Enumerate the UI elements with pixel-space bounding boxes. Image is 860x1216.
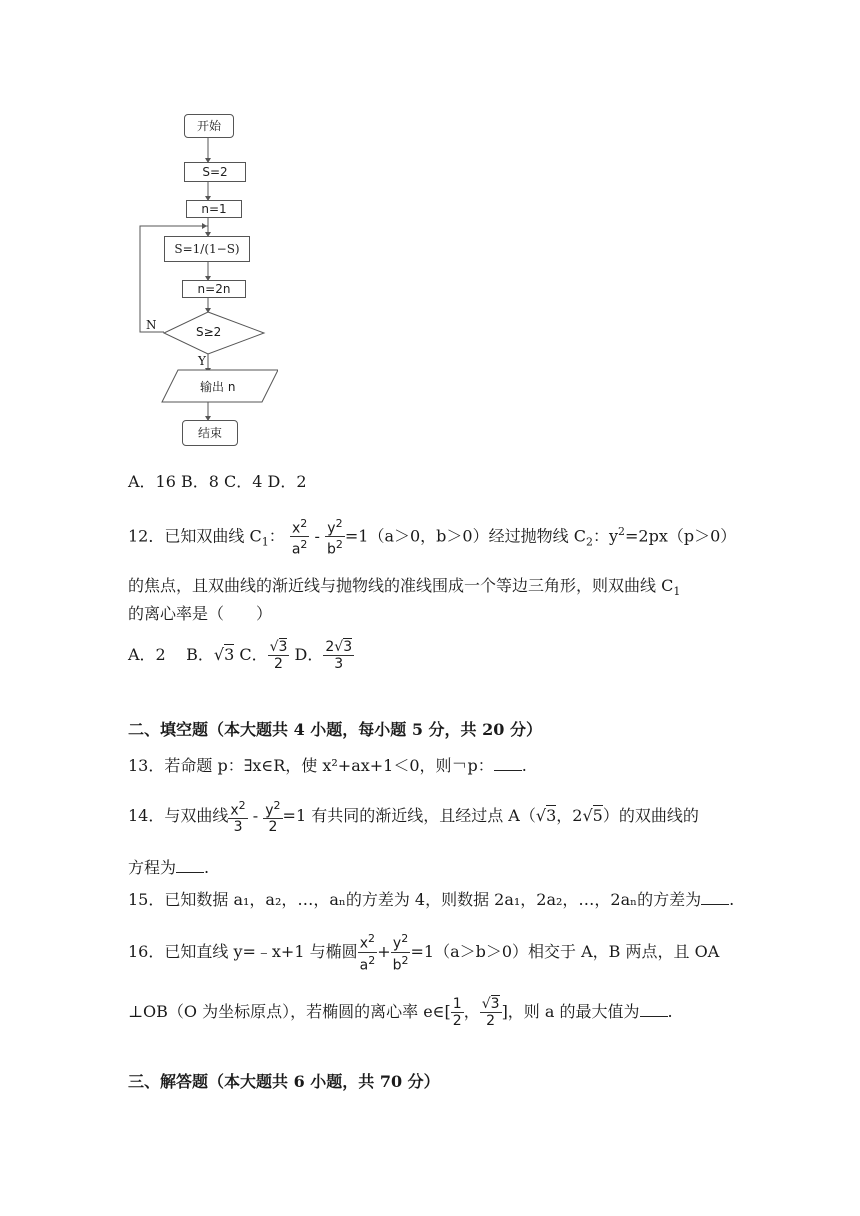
flowchart-n-update: n=2n [182, 280, 246, 298]
q12-fraction-x: $\frac{x^2}{a^2}$ [291, 516, 308, 558]
q12-f2-den: b [326, 541, 336, 558]
flowchart-output-text: 输出 n [200, 380, 236, 394]
q12-option-c-fraction: $\frac{√3}{2}$ [269, 639, 288, 672]
q13-blank [494, 756, 522, 771]
q15-blank [701, 890, 729, 905]
q14-fraction-y: $\frac{y^2}{2}$ [265, 798, 281, 836]
flowchart-start: 开始 [184, 114, 234, 138]
section-3-heading: 三、解答题（本大题共 6 小题，共 70 分） [128, 1072, 440, 1091]
q14-line2: 方程为 . [128, 858, 210, 877]
q12-sub1: 1 [261, 535, 269, 549]
flowchart [128, 108, 278, 460]
q11-options: A．16 B．8 C．4 D．2 [128, 472, 307, 491]
q12-sub2: 2 [585, 535, 593, 549]
q13: 13．若命题 p：∃x∈R，使 x²+ax+1＜0，则￢p： . [128, 756, 527, 775]
flowchart-n-init: n=1 [186, 200, 242, 218]
q14-blank [176, 858, 204, 873]
q12-cond: =1（a＞0，b＞0）经过抛物线 C [344, 526, 586, 546]
q16-fraction-x: $\frac{x^2}{a^2}$ [359, 932, 376, 974]
q12-prefix: 12．已知双曲线 C [128, 526, 262, 546]
section-2-heading: 二、填空题（本大题共 4 小题，每小题 5 分，共 20 分） [128, 720, 542, 739]
q12-option-d-fraction: $\frac{2√3}{3}$ [325, 639, 353, 672]
q12-line2: 的焦点，且双曲线的渐近线与抛物线的准线围成一个等边三角形，则双曲线 $C_1$ [128, 576, 681, 599]
q16-blank [640, 1002, 668, 1017]
q12-option-d: D． [294, 645, 324, 664]
q12-line1 [128, 510, 737, 558]
q16-line1: 16．已知直线 y=﹣x+1 与椭圆 $\frac{x^2}{a^2}$ + $\frac{y^2}{b^2}$ =1（a＞b＞0）相交于 A，B 两点，且 OA [128, 932, 720, 974]
flowchart-end: 结束 [182, 420, 238, 446]
q16-fraction-y: $\frac{y^2}{b^2}$ [392, 932, 409, 974]
q14-line1: 14．与双曲线 $\frac{x^2}{3}$ - $\frac{y^2}{2}$ =1 有共同的渐近线，且经过点 A（√3，2√5）的双曲线的 [128, 798, 699, 836]
q15: 15．已知数据 a₁，a₂，…，aₙ的方差为 4，则数据 2a₁，2a₂，…，2aₙ的方差为 . [128, 890, 735, 909]
q12-option-a: A．2 [128, 645, 166, 664]
q12-line2-sub: 1 [673, 585, 681, 599]
flowchart-yes-label: Y [198, 354, 206, 368]
flowchart-s-init: S=2 [184, 162, 246, 182]
q12-f2-num: y [327, 520, 336, 537]
q16-e-upper-fraction: $\frac{√3}{2}$ [481, 996, 500, 1029]
q12-minus: - [309, 526, 325, 546]
q12-option-b: B． [186, 645, 214, 664]
q12-parabola-rest: =2px（p＞0） [624, 526, 737, 546]
q12-sup2: 2 [617, 525, 625, 538]
q12-option-c: C． [239, 645, 268, 664]
q16-line2: ⊥OB（O 为坐标原点），若椭圆的离心率 e∈[ $\frac{1}{2}$ ， $\frac{√3}{2}$ ]，则 a 的最大值为 . [128, 996, 673, 1029]
flowchart-condition-text: S≥2 [196, 325, 222, 339]
q12-options [128, 634, 354, 676]
q12-fraction-y: $\frac{y^2}{b^2}$ [326, 516, 343, 558]
flowchart-s-update: S=1/(1−S) [164, 236, 250, 262]
q16-e-lower-fraction: $\frac{1}{2}$ [452, 996, 462, 1029]
q12-colon: ： [268, 526, 285, 546]
q12-f1-den: a [291, 541, 301, 558]
q12-parabola: ：y [592, 526, 618, 546]
q14-fraction-x: $\frac{x^2}{3}$ [230, 798, 246, 836]
q12-line3: 的离心率是（ ） [128, 604, 273, 623]
flowchart-no-label: N [146, 318, 157, 332]
q12-option-b-radical: √3 [213, 645, 235, 664]
q14-radical-2: √5 [582, 806, 603, 825]
q14-radical-1: √3 [535, 806, 557, 825]
q12-f1-num: x [291, 520, 301, 537]
